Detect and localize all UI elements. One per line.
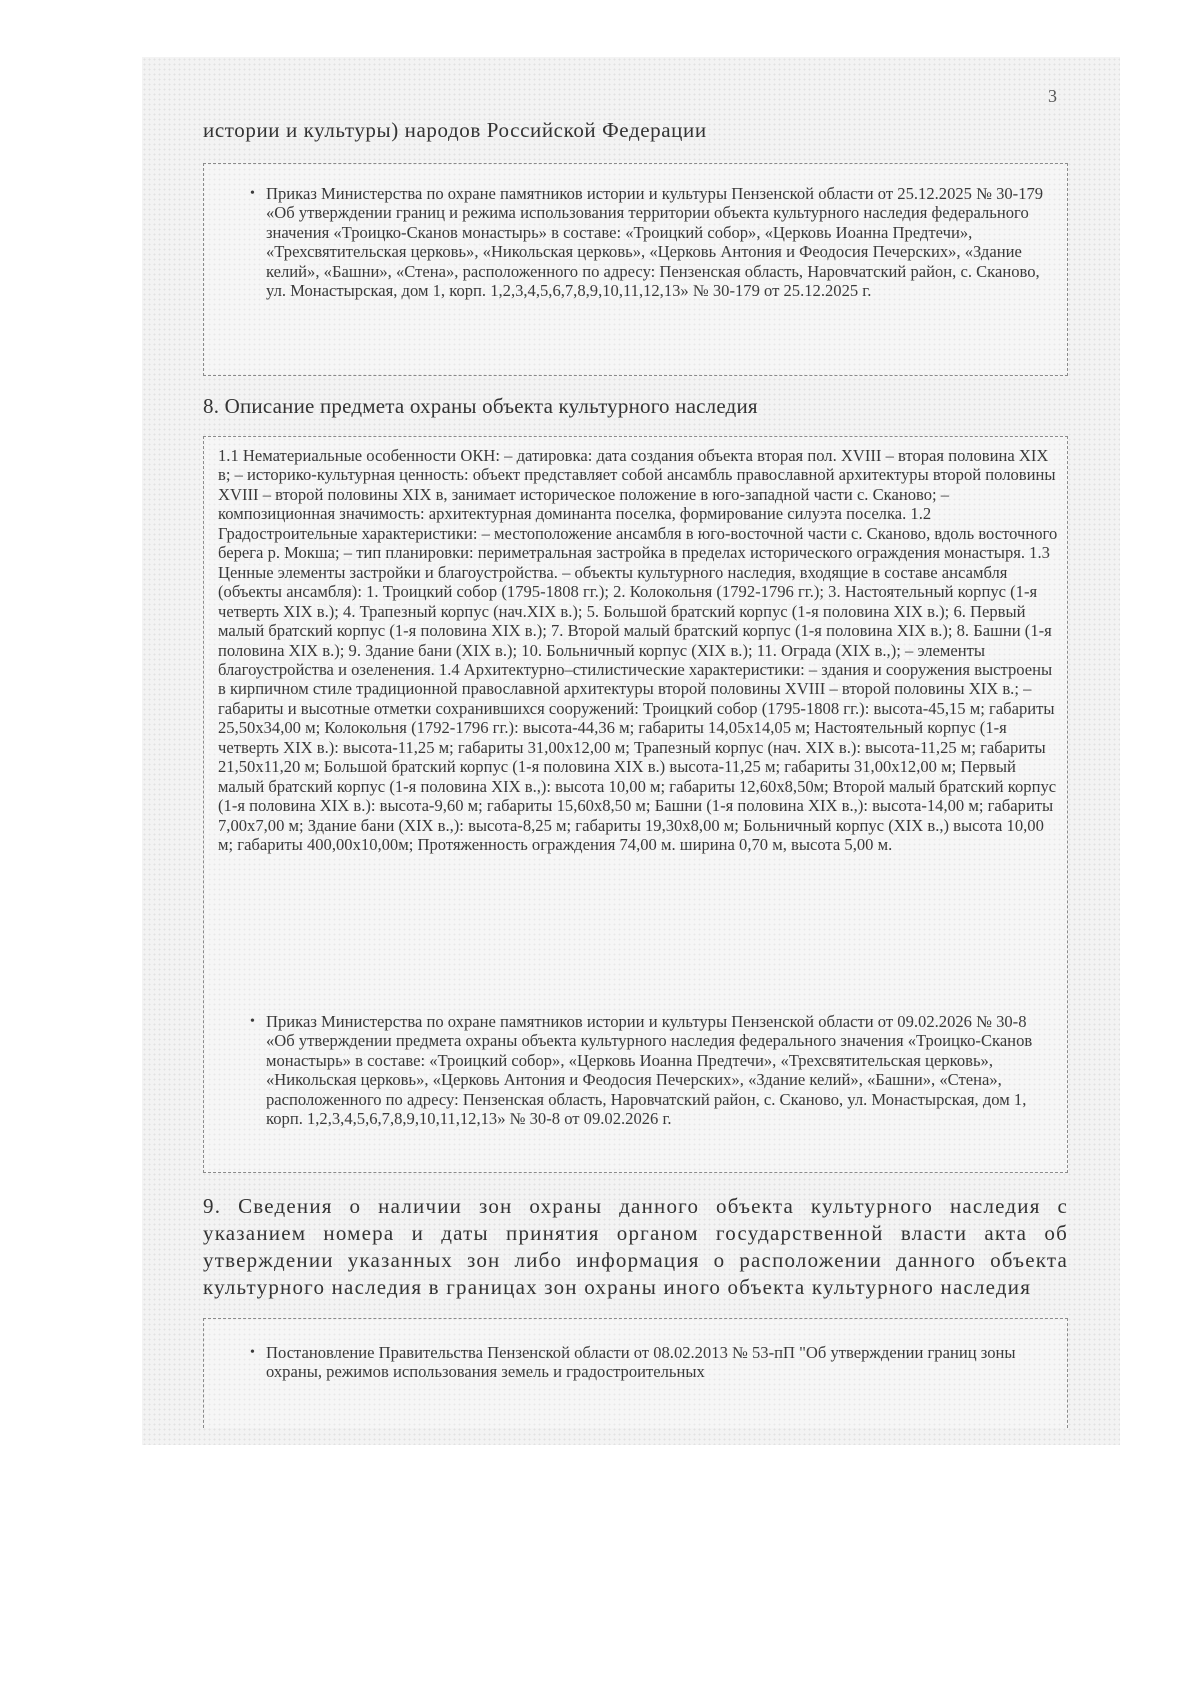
order-text: Приказ Министерства по охране памятников истории и культуры Пензенской области от 25.12.2025 № 30-179 «Об утверждении границ и режима использования территории объекта культурного наследия федерального значения «Троицко-Сканов монастырь» в составе: «Троицкий собор», «Церковь Иоанна Предтечи», «Трехсвятительская церковь», «Никольская церковь», «Церковь Антония и Феодосия Печерских», «Здание келий», «Башни», «Стена», расположенного по адресу: Пензенская область, Наровчатский район, с. Сканово, ул. Монастырская, дом 1, корп. 1,2,3,4,5,6,7,8,9,10,11,12,13» № 30-179 от 25.12.2025 г. — [266, 184, 1044, 301]
page-number: 3 — [1048, 86, 1057, 106]
list-item — [250, 1012, 1050, 1128]
resolution-text: Постановление Правительства Пензенской области от 08.02.2013 № 53-пП "Об утверждении границ зоны охраны, режимов использования земель и градостроительных — [266, 1343, 1016, 1382]
bullet-dot-icon: • — [250, 1345, 255, 1360]
order-text: Приказ Министерства по охране памятников истории и культуры Пензенской области от 09.02.2026 № 30-8 «Об утверждении предмета охраны объекта культурного наследия федерального значения «Троицко-Сканов монастырь» в составе: «Троицкий собор», «Церковь Иоанна Предтечи», «Трехсвятительская церковь», «Никольская церковь», «Церковь Антония и Феодосия Печерских», «Здание келий», «Башни», «Стена», расположенного по адресу: Пензенская область, Наровчатский район, с. Сканово, ул. Монастырская, дом 1, корп. 1,2,3,4,5,6,7,8,9,10,11,12,13» № 30-8 от 09.02.2026 г. — [266, 1012, 1033, 1129]
bullet-dot-icon: • — [250, 1014, 255, 1029]
list-item — [250, 1343, 1050, 1382]
protection-subject-box — [203, 436, 1068, 1173]
section-8-title: 8. Описание предмета охраны объекта культурного наследия — [203, 394, 758, 418]
protection-subject-description: 1.1 Нематериальные особенности ОКН: – датировка: дата создания объекта вторая пол. XVIII – вторая половина XIX в; – историко-культурная ценность: объект представляет собой ансамбль православной архитектуры второй половины XVIII – второй половины XIX в, занимает историческое положение в юго-западной части с. Сканово; – композиционная значимость: архитектурная доминанта поселка, формирование силуэта поселка. 1.2 Градостроительные характеристики: – местоположение ансамбля в юго-восточной части с. Сканово, вдоль восточного берега р. Мокша; – тип планировки: периметральная застройка в пределах исторического ограждения монастыря. 1.3 Ценные элементы застройки и благоустройства. – объекты культурного наследия, входящие в составе ансамбля (объекты ансамбля): 1. Троицкий собор (1795-1808 гг.); 2. Колокольня (1792-1796 гг.); 3. Настоятельный корпус (1-я четверть XIX в.); 4. Трапезный корпус (нач.XIX в.); 5. Большой братский корпус (1-я половина XIX в.); 6. Первый малый братский корпус (1-я половина XIX в.); 7. Второй малый братский корпус (1-я половина XIX в.); 8. Башни (1-я половина XIX в.); 9. Здание бани (XIX в.); 10. Больничный корпус (XIX в.); 11. Ограда (XIX в.,); – элементы благоустройства и озеленения. 1.4 Архитектурно–стилистические характеристики: – здания и сооружения выстроены в кирпичном стиле традиционной православной архитектуры второй половины XVIII – второй половины XIX в.; – габариты и высотные отметки сохранившихся сооружений: Троицкий собор (1795-1808 гг.): высота-45,15 м; габариты 25,50х34,00 м; Колокольня (1792-1796 гг.): высота-44,36 м; габариты 14,05х14,05 м; Настоятельный корпус (1-я четверть XIX в.): высота-11,25 м; габариты 31,00х12,00 м; Трапезный корпус (нач. XIX в.): высота-11,25 м; габариты 21,50х11,20 м; Большой братский корпус (1-я половина XIX в.) высота-11,25 м; габариты 31,00х12,00 м; Первый малый братский корпус (1-я половина XIX в.,): высота 10,00 м; габариты 12,60х8,50м; Второй малый братский корпус (1-я половина XIX в.): высота-9,60 м; габариты 15,60х8,50 м; Башни (1-я половина XIX в.,): высота-14,00 м; габариты 7,00х7,00 м; Здание бани (XIX в.,): высота-8,25 м; габариты 19,30х8,00 м; Больничный корпус (XIX в.,) высота 10,00 м; габариты 400,00х10,00м; Протяженность ограждения 74,00 м. ширина 0,70 м, высота 5,00 м. — [218, 446, 1058, 855]
bullet-dot-icon: • — [250, 186, 255, 201]
section-heading-continuation: истории и культуры) народов Российской Федерации — [203, 118, 707, 142]
protection-zones-box — [203, 1318, 1068, 1428]
order-box-1 — [203, 163, 1068, 376]
section-9-title: 9. Сведения о наличии зон охраны данного объекта культурного наследия с указанием номера и даты принятия органом государственной власти акта об утверждении указанных зон либо информация о расположении данного объекта культурного наследия в границах зон охраны иного объекта культурного наследия — [203, 1194, 1068, 1299]
list-item — [250, 184, 1050, 300]
